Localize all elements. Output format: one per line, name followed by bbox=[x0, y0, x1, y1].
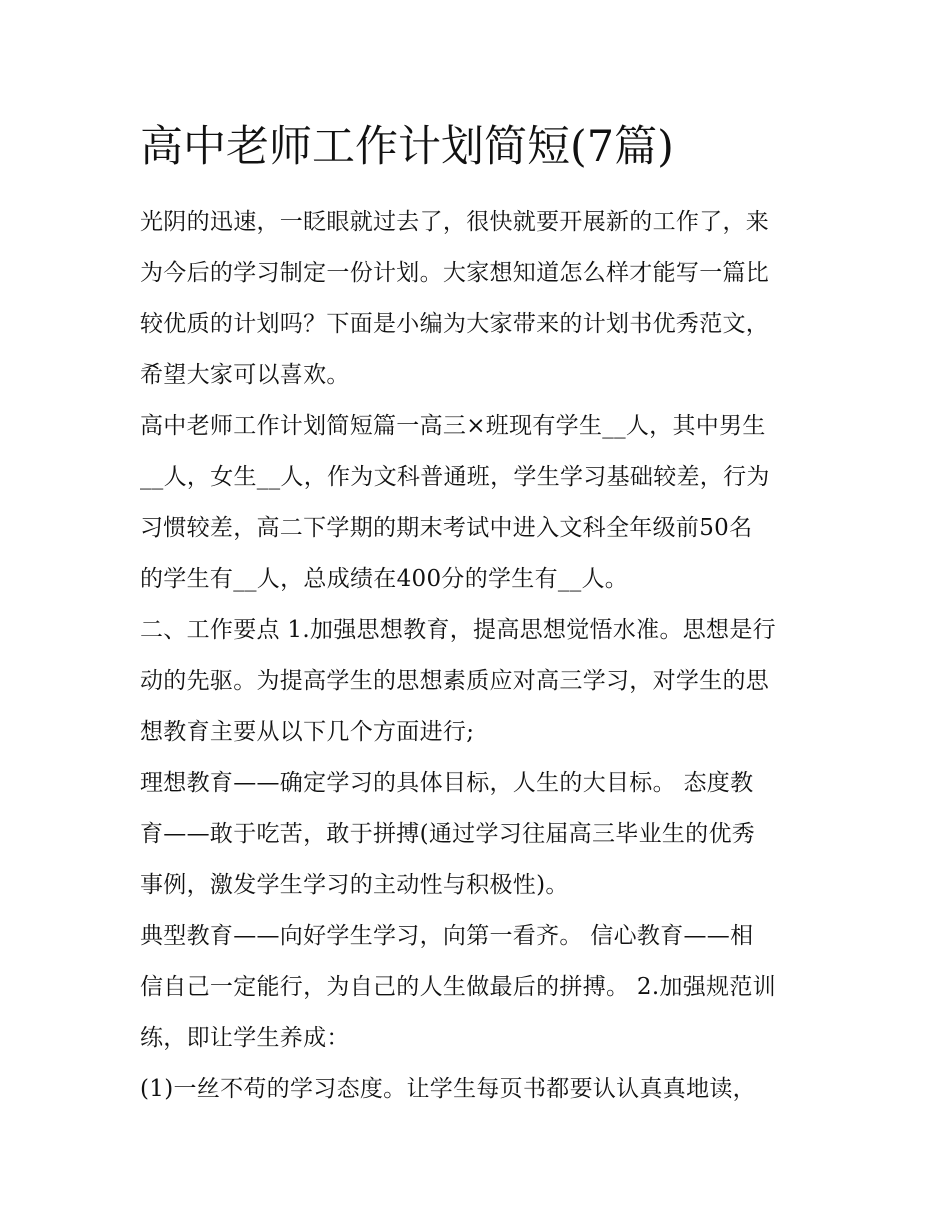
text-line: 高中老师工作计划简短篇一高三×班现有学生__人，其中男生 bbox=[140, 413, 766, 439]
text-line: __人，女生__人，作为文科普通班，学生学习基础较差，行为 bbox=[140, 464, 770, 490]
document-body bbox=[140, 197, 820, 1115]
text-line: 习惯较差，高二下学期的期末考试中进入文科全年级前50名 bbox=[140, 515, 753, 541]
paragraph-work-points bbox=[140, 605, 820, 758]
text-line: (1)一丝不苟的学习态度。让学生每页书都要认认真真地读， bbox=[140, 1076, 756, 1102]
paragraph-study-attitude bbox=[140, 1064, 820, 1115]
text-line: 为今后的学习制定一份计划。大家想知道怎么样才能写一篇比 bbox=[140, 260, 770, 286]
paragraph-class-situation bbox=[140, 401, 820, 605]
text-line: 事例，激发学生学习的主动性与积极性)。 bbox=[140, 872, 569, 898]
document-title: 高中老师工作计划简短(7篇) bbox=[140, 122, 674, 172]
text-line: 信自己一定能行，为自己的人生做最后的拼搏。 2.加强规范训 bbox=[140, 974, 776, 1000]
text-line: 练，即让学生养成： bbox=[140, 1025, 350, 1051]
text-line: 典型教育——向好学生学习，向第一看齐。 信心教育——相 bbox=[140, 923, 754, 949]
text-line: 二、工作要点 1.加强思想教育，提高思想觉悟水准。思想是行 bbox=[140, 617, 776, 643]
text-line: 想教育主要从以下几个方面进行; bbox=[140, 719, 475, 745]
text-line: 理想教育——确定学习的具体目标，人生的大目标。 态度教 bbox=[140, 770, 754, 796]
text-line: 的学生有__人，总成绩在400分的学生有__人。 bbox=[140, 566, 629, 592]
text-line: 光阴的迅速，一眨眼就过去了，很快就要开展新的工作了，来 bbox=[140, 209, 770, 235]
text-line: 希望大家可以喜欢。 bbox=[140, 362, 350, 388]
text-line: 动的先驱。为提高学生的思想素质应对高三学习，对学生的思 bbox=[140, 668, 770, 694]
paragraph-intro bbox=[140, 197, 820, 401]
paragraph-model-education bbox=[140, 911, 820, 1064]
text-line: 育——敢于吃苦，敢于拼搏(通过学习往届高三毕业生的优秀 bbox=[140, 821, 756, 847]
text-line: 较优质的计划吗？下面是小编为大家带来的计划书优秀范文， bbox=[140, 311, 770, 337]
paragraph-ideal-education bbox=[140, 758, 820, 911]
